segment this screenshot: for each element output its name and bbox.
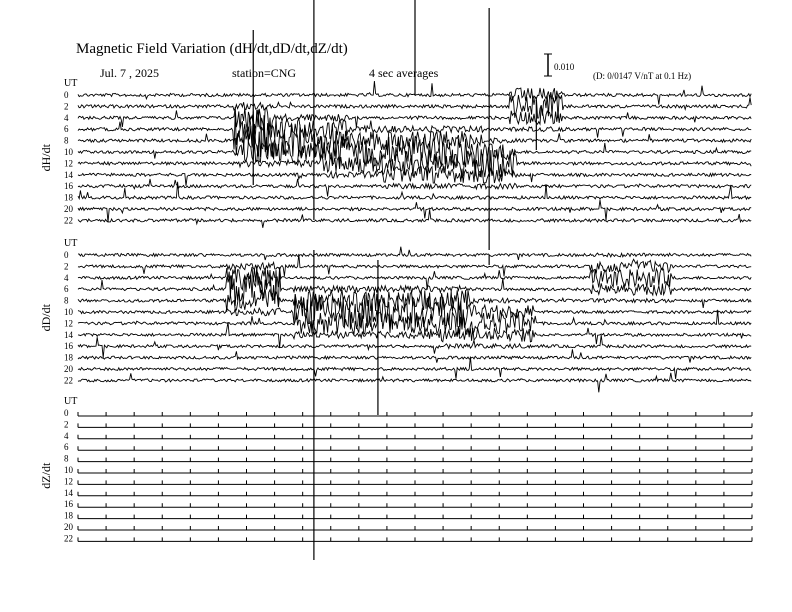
hour-tick-label: 4 <box>64 112 69 123</box>
hour-tick-label: 14 <box>64 487 73 498</box>
hour-tick-label: 18 <box>64 192 73 203</box>
hour-tick-label: 6 <box>64 442 69 453</box>
hour-tick-label: 10 <box>64 147 73 157</box>
hour-tick-label: 18 <box>64 510 73 521</box>
panel-dhdt <box>39 0 751 250</box>
trace-line <box>78 106 751 130</box>
ut-label: UT <box>64 238 78 249</box>
panel-dddt <box>39 238 751 560</box>
hour-tick-label: 6 <box>64 284 69 295</box>
hour-tick-label: 12 <box>64 476 73 487</box>
hour-tick-label: 0 <box>64 408 69 418</box>
hour-tick-label: 10 <box>64 307 73 317</box>
station-label: station=CNG <box>232 66 297 80</box>
ut-label: UT <box>64 396 78 407</box>
hour-tick-label: 12 <box>64 158 73 169</box>
chart-title: Magnetic Field Variation (dH/dt,dD/dt,dZ/dt) <box>76 41 348 57</box>
hour-tick-label: 14 <box>64 329 73 340</box>
hour-tick-label: 22 <box>64 533 73 544</box>
trace-line <box>78 95 751 118</box>
hour-tick-label: 18 <box>64 352 73 363</box>
hour-tick-label: 2 <box>64 101 69 112</box>
trace-line <box>78 254 751 276</box>
hour-tick-label: 22 <box>64 375 73 386</box>
hour-tick-label: 2 <box>64 261 69 272</box>
hour-tick-label: 2 <box>64 419 69 430</box>
trace-line <box>78 200 751 222</box>
panel-label: dZ/dt <box>39 462 53 489</box>
trace-line <box>78 335 751 358</box>
panels <box>39 0 752 560</box>
panel-label: dD/dt <box>39 304 53 332</box>
trace-line <box>78 247 751 260</box>
trace-line <box>78 357 751 379</box>
trace-line <box>78 373 751 393</box>
trace-line <box>78 166 751 185</box>
trace-line <box>78 349 751 362</box>
scale-bar-value: 0.010 <box>554 62 575 72</box>
panel-dzdt <box>39 396 752 543</box>
hour-tick-label: 6 <box>64 124 69 135</box>
hour-tick-label: 0 <box>64 250 69 260</box>
hour-tick-label: 12 <box>64 318 73 329</box>
hour-tick-label: 16 <box>64 499 73 510</box>
hour-tick-label: 4 <box>64 272 69 283</box>
scale-note: (D: 0/0147 V/nT at 0.1 Hz) <box>593 71 692 81</box>
hour-tick-label: 16 <box>64 341 73 352</box>
scale-bar <box>544 54 552 76</box>
hour-tick-label: 14 <box>64 169 73 180</box>
trace-line <box>78 322 751 348</box>
hour-tick-label: 10 <box>64 465 73 475</box>
hour-tick-label: 8 <box>64 135 69 146</box>
date-label: Jul. 7 , 2025 <box>100 66 160 80</box>
panel-label: dH/dt <box>39 144 53 172</box>
hour-tick-label: 20 <box>64 204 73 214</box>
hour-tick-label: 8 <box>64 453 69 464</box>
trace-line <box>78 209 751 228</box>
trace-line <box>78 182 751 199</box>
hour-tick-label: 20 <box>64 522 73 532</box>
hour-tick-label: 8 <box>64 295 69 306</box>
hour-tick-label: 20 <box>64 364 73 374</box>
ut-label: UT <box>64 78 78 89</box>
hour-tick-label: 16 <box>64 181 73 192</box>
hour-tick-label: 0 <box>64 90 69 100</box>
hour-tick-label: 22 <box>64 215 73 226</box>
trace-line <box>78 266 751 289</box>
averaging-label: 4 sec averages <box>369 66 439 80</box>
hour-tick-label: 4 <box>64 430 69 441</box>
